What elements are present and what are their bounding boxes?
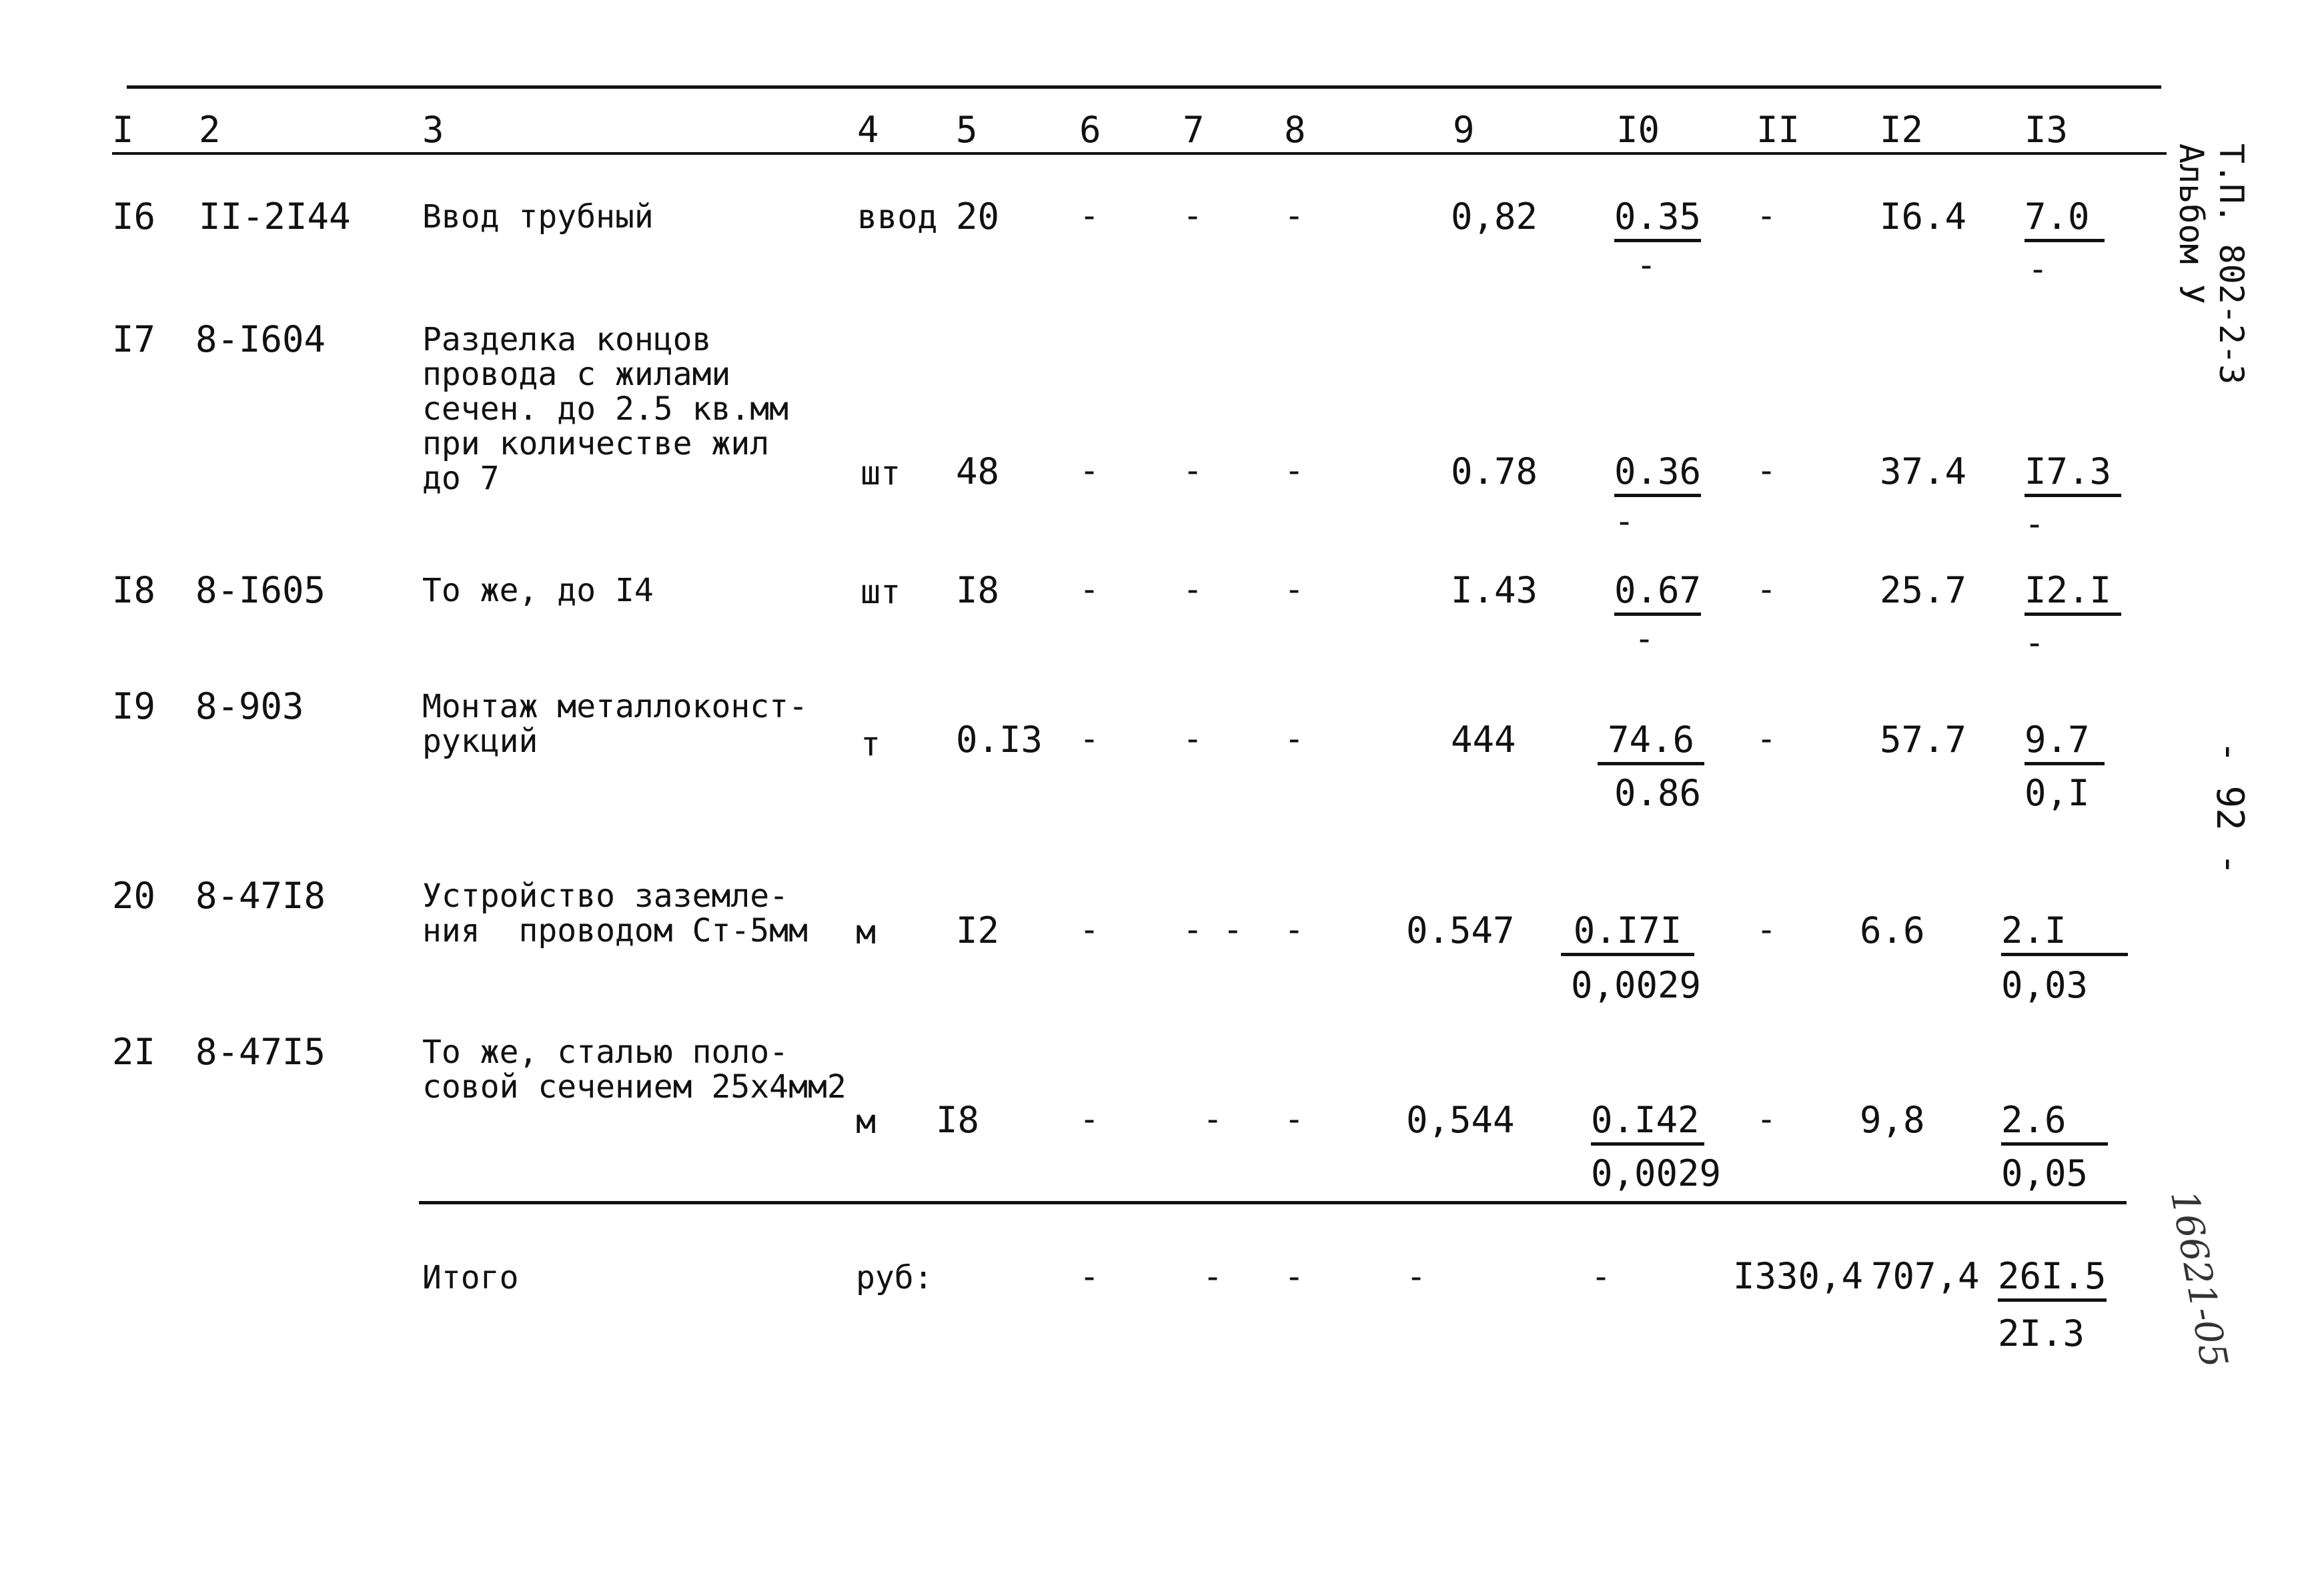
col-header-5: 5 (956, 109, 978, 151)
row-c10: 0.36 (1614, 454, 1701, 497)
row-c9: 0,82 (1451, 195, 1538, 238)
row-c10: 74.6 (1598, 722, 1704, 765)
row-c9: 0.78 (1451, 450, 1538, 492)
row-c8: - (1284, 719, 1305, 758)
total-rule (419, 1201, 2127, 1204)
row-code: 8-I604 (195, 318, 326, 360)
row-c9: 0.547 (1406, 909, 1515, 951)
row-c10-sub: - (1634, 619, 1655, 658)
total-c6: - (1079, 1257, 1100, 1296)
row-c6: - (1079, 451, 1100, 490)
row-description-line: при количестве жил (422, 425, 770, 462)
col-header-7: 7 (1183, 109, 1205, 151)
row-c7: - (1183, 570, 1203, 609)
row-c8: - (1284, 196, 1305, 235)
col-header-2: 2 (199, 109, 221, 151)
row-c12: 57.7 (1880, 719, 1967, 761)
row-code: 8-47I5 (195, 1031, 326, 1073)
col-header-12: I2 (1880, 109, 1924, 151)
row-c9: 444 (1451, 719, 1516, 761)
row-c6: - (1079, 570, 1100, 609)
col-header-1: I (112, 109, 134, 151)
row-c8: - (1284, 570, 1305, 609)
total-label: Итого (422, 1259, 519, 1296)
row-number: I9 (112, 685, 156, 727)
row-description-line: провода с жилами (422, 356, 731, 393)
row-unit: т (860, 725, 881, 763)
row-c11: - (1756, 451, 1777, 490)
row-c13-sub: 0,03 (2001, 964, 2089, 1006)
col-header-3: 3 (422, 109, 444, 151)
col-header-6: 6 (1079, 109, 1101, 151)
row-c12: 9,8 (1860, 1099, 1925, 1141)
row-c10-sub: - (1636, 246, 1657, 284)
row-c12: I6.4 (1880, 195, 1967, 238)
total-c9: - (1406, 1257, 1427, 1296)
col-header-8: 8 (1284, 109, 1306, 151)
total-c13: 26I.5 (1998, 1258, 2107, 1302)
total-c8: - (1284, 1257, 1305, 1296)
page-number: - 92 - (2208, 741, 2251, 876)
row-unit: шт (860, 572, 901, 611)
row-number: 2I (112, 1031, 156, 1073)
row-number: 20 (112, 875, 156, 917)
row-c13-sub: - (2024, 623, 2045, 662)
col-header-4: 4 (857, 109, 879, 151)
inventory-number: 16621-05 (2161, 1187, 2236, 1371)
total-c7: - (1203, 1257, 1223, 1296)
row-c13-sub: 0,05 (2001, 1152, 2089, 1194)
row-qty: 20 (956, 195, 1000, 238)
row-c6: - (1079, 1100, 1100, 1138)
row-c7: - - (1183, 910, 1243, 949)
header-rule (112, 152, 2167, 155)
row-c10: 0.35 (1614, 199, 1701, 242)
row-c13: 2.6 (2001, 1102, 2108, 1146)
row-description-line: Разделка концов (422, 321, 712, 358)
row-c9: I.43 (1451, 569, 1538, 611)
row-c13: 7.0 (2024, 199, 2105, 242)
row-c10-sub: 0.86 (1614, 772, 1702, 814)
row-c13-sub: - (2024, 504, 2045, 543)
row-unit: шт (860, 454, 901, 492)
row-number: I6 (112, 195, 156, 238)
album-volume: Альбом У (2172, 143, 2211, 304)
row-c11: - (1756, 719, 1777, 758)
row-description-line: Устройство заземле- (422, 877, 789, 915)
album-reference: Т.П. 802-2-3 (2212, 143, 2251, 385)
row-c7: - (1203, 1100, 1223, 1138)
row-c11: - (1756, 570, 1777, 609)
row-c10-sub: 0,0029 (1591, 1152, 1722, 1194)
row-code: II-2I44 (199, 195, 351, 238)
row-c8: - (1284, 910, 1305, 949)
row-description-line: совой сечением 25х4мм2 (422, 1068, 846, 1106)
row-c9: 0,544 (1406, 1099, 1515, 1141)
row-c6: - (1079, 196, 1100, 235)
row-unit: м (856, 1102, 877, 1141)
row-description-line: То же, сталью поло- (422, 1034, 789, 1071)
row-c12: 37.4 (1880, 450, 1967, 492)
row-c7: - (1183, 719, 1203, 758)
row-c13: I7.3 (2024, 454, 2121, 497)
row-code: 8-47I8 (195, 875, 326, 917)
total-c13-sub: 2I.3 (1998, 1312, 2085, 1354)
row-c6: - (1079, 910, 1100, 949)
row-c12: 6.6 (1860, 909, 1925, 951)
row-c11: - (1756, 196, 1777, 235)
row-number: I7 (112, 318, 156, 360)
col-header-13: I3 (2024, 109, 2069, 151)
row-code: 8-903 (195, 685, 304, 727)
row-description-line: Монтаж металлоконст- (422, 688, 808, 725)
row-c13: 9.7 (2024, 722, 2105, 765)
row-c10: 0.I7I (1561, 913, 1694, 956)
row-description-line: ния проводом Ст-5мм (422, 912, 808, 949)
row-c11: - (1756, 910, 1777, 949)
row-c10: 0.I42 (1591, 1102, 1704, 1146)
col-header-9: 9 (1453, 109, 1475, 151)
row-c10: 0.67 (1614, 572, 1701, 616)
row-description: Ввод трубный (422, 198, 654, 236)
row-qty: I2 (956, 909, 1000, 951)
total-c11: I330,4 (1733, 1255, 1864, 1297)
row-unit: ввод (857, 198, 938, 236)
row-qty: I8 (936, 1099, 980, 1141)
row-c7: - (1183, 196, 1203, 235)
row-c11: - (1756, 1100, 1777, 1138)
row-c8: - (1284, 1100, 1305, 1138)
total-unit: руб: (856, 1259, 933, 1296)
row-c13: I2.I (2024, 572, 2121, 616)
row-c12: 25.7 (1880, 569, 1967, 611)
row-description: То же, до I4 (422, 572, 654, 609)
row-c10-sub: - (1614, 502, 1635, 540)
row-code: 8-I605 (195, 569, 326, 611)
row-c7: - (1183, 451, 1203, 490)
total-c10: - (1591, 1257, 1612, 1296)
row-qty: 48 (956, 450, 1000, 492)
row-c8: - (1284, 451, 1305, 490)
top-rule (127, 85, 2161, 89)
row-c6: - (1079, 719, 1100, 758)
row-unit: м (856, 913, 877, 951)
col-header-11: II (1756, 109, 1800, 151)
row-number: I8 (112, 569, 156, 611)
row-c10-sub: 0,0029 (1571, 964, 1702, 1006)
total-c12: 707,4 (1871, 1255, 1980, 1297)
row-c13-sub: - (2028, 250, 2049, 288)
row-qty: I8 (956, 569, 1000, 611)
row-c13-sub: 0,I (2024, 772, 2090, 814)
row-description-line: до 7 (422, 460, 500, 497)
col-header-10: I0 (1616, 109, 1660, 151)
row-description-line: сечен. до 2.5 кв.мм (422, 390, 789, 428)
row-description-line: рукций (422, 723, 538, 760)
row-qty: 0.I3 (956, 719, 1043, 761)
row-c13: 2.I (2001, 913, 2128, 956)
